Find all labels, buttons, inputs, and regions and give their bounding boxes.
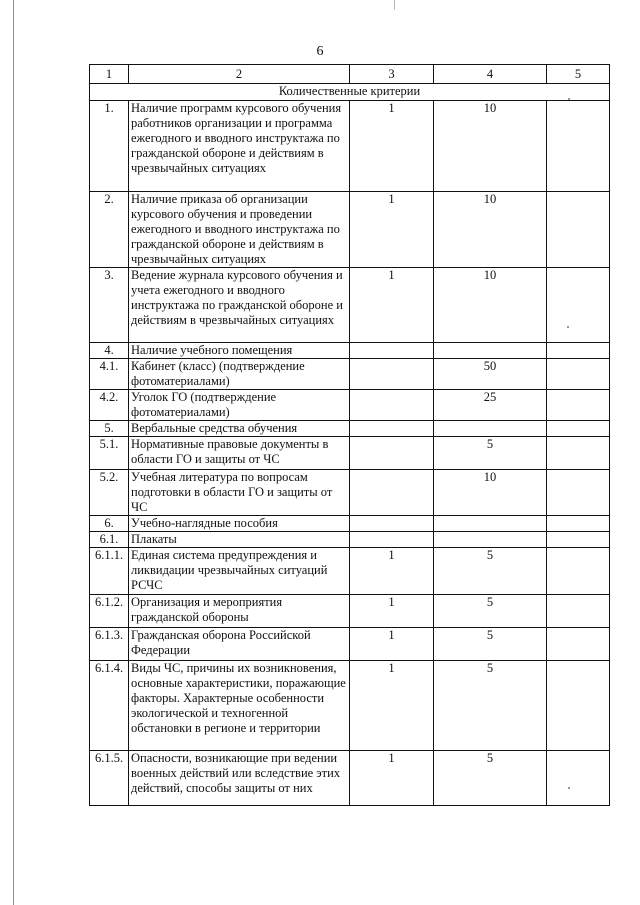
row-col4-value: 5 [434,751,547,806]
row-col3-value: 1 [350,595,434,628]
scan-edge-line [13,0,14,905]
criteria-table [89,64,610,806]
row-criterion: Наличие приказа об организации курсового обучения и проведении ежегодного и вводного инструктажа по гражданской обороне и действиям в чрезвычайных ситуациях [129,192,350,268]
row-col3-value [350,516,434,532]
row-number: 5.1. [90,437,129,470]
row-col5-value [547,532,610,548]
row-col3-value [350,470,434,516]
row-col3-value [350,343,434,359]
row-col3-value [350,421,434,437]
row-col3-value: 1 [350,101,434,192]
table-row [90,751,610,806]
row-criterion: Наличие учебного помещения [129,343,350,359]
row-criterion: Опасности, возникающие при ведении военных действий или вследствие этих действий, способы защиты от них [129,751,350,806]
row-number: 6.1.5. [90,751,129,806]
row-criterion: Кабинет (класс) (подтверждение фотоматериалами) [129,359,350,390]
header-row [90,65,610,84]
row-col5-value [547,421,610,437]
row-number: 6. [90,516,129,532]
row-col4-value: 5 [434,437,547,470]
row-number: 4. [90,343,129,359]
table-row [90,343,610,359]
row-col5-value [547,268,610,343]
table-row [90,595,610,628]
row-number: 3. [90,268,129,343]
row-col4-value: 5 [434,595,547,628]
row-col5-value [547,595,610,628]
table-row [90,661,610,751]
scan-edge-line-2 [394,0,395,10]
row-criterion: Вербальные средства обучения [129,421,350,437]
table-row [90,532,610,548]
row-number: 5. [90,421,129,437]
row-col4-value: 5 [434,548,547,595]
table-row [90,101,610,192]
row-criterion: Единая система предупреждения и ликвидации чрезвычайных ситуаций РСЧС [129,548,350,595]
row-number: 6.1. [90,532,129,548]
table-row [90,470,610,516]
row-col4-value: 5 [434,628,547,661]
row-number: 4.1. [90,359,129,390]
table-row [90,268,610,343]
table-row [90,421,610,437]
row-col5-value [547,470,610,516]
page-number: 6 [316,44,324,59]
row-col3-value [350,532,434,548]
row-col4-value [434,532,547,548]
row-col4-value: 25 [434,390,547,421]
section-title: Количественные критерии [90,84,610,101]
row-criterion: Гражданская оборона Российской Федерации [129,628,350,661]
row-col3-value [350,359,434,390]
table-row [90,390,610,421]
row-number: 2. [90,192,129,268]
row-col3-value: 1 [350,268,434,343]
column-header: 5 [547,65,610,84]
row-col5-value [547,359,610,390]
row-col3-value: 1 [350,628,434,661]
row-col4-value: 5 [434,661,547,751]
row-col5-value [547,751,610,806]
row-col5-value [547,390,610,421]
row-col3-value: 1 [350,661,434,751]
row-col4-value: 10 [434,101,547,192]
table-row [90,628,610,661]
row-col4-value [434,516,547,532]
table-row [90,437,610,470]
row-col5-value [547,437,610,470]
row-col4-value: 50 [434,359,547,390]
row-number: 6.1.2. [90,595,129,628]
scan-speck [567,326,569,328]
row-number: 5.2. [90,470,129,516]
column-header: 3 [350,65,434,84]
row-col3-value [350,437,434,470]
row-col3-value: 1 [350,192,434,268]
row-criterion: Наличие программ курсового обучения работников организации и программа ежегодного и вводного инструктажа по гражданской обороне и действиям в чрезвычайных ситуациях [129,101,350,192]
row-criterion: Плакаты [129,532,350,548]
row-col5-value [547,661,610,751]
row-col4-value: 10 [434,268,547,343]
table-row [90,192,610,268]
row-number: 1. [90,101,129,192]
row-criterion: Учебная литература по вопросам подготовки в области ГО и защиты от ЧС [129,470,350,516]
row-col3-value [350,390,434,421]
row-col3-value: 1 [350,548,434,595]
table-row [90,359,610,390]
column-header: 1 [90,65,129,84]
row-col5-value [547,192,610,268]
section-row [90,84,610,101]
row-number: 6.1.4. [90,661,129,751]
row-number: 4.2. [90,390,129,421]
scan-speck [568,787,570,789]
row-criterion: Виды ЧС, причины их возникновения, основные характеристики, поражающие факторы. Характерные особенности экологической и техногенной обстановки в регионе и территории [129,661,350,751]
row-col4-value: 10 [434,470,547,516]
row-criterion: Нормативные правовые документы в области ГО и защиты от ЧС [129,437,350,470]
row-col5-value [547,343,610,359]
row-criterion: Уголок ГО (подтверждение фотоматериалами) [129,390,350,421]
row-criterion: Организация и мероприятия гражданской обороны [129,595,350,628]
row-number: 6.1.3. [90,628,129,661]
row-col5-value [547,548,610,595]
row-col5-value [547,101,610,192]
row-col3-value: 1 [350,751,434,806]
row-col4-value [434,343,547,359]
table-row [90,548,610,595]
row-col4-value [434,421,547,437]
row-number: 6.1.1. [90,548,129,595]
row-criterion: Учебно-наглядные пособия [129,516,350,532]
table-row [90,516,610,532]
row-col5-value [547,516,610,532]
row-criterion: Ведение журнала курсового обучения и учета ежегодного и вводного инструктажа по гражданской обороне и действиям в чрезвычайных ситуациях [129,268,350,343]
scan-speck [568,98,570,100]
row-col5-value [547,628,610,661]
row-col4-value: 10 [434,192,547,268]
column-header: 4 [434,65,547,84]
column-header: 2 [129,65,350,84]
